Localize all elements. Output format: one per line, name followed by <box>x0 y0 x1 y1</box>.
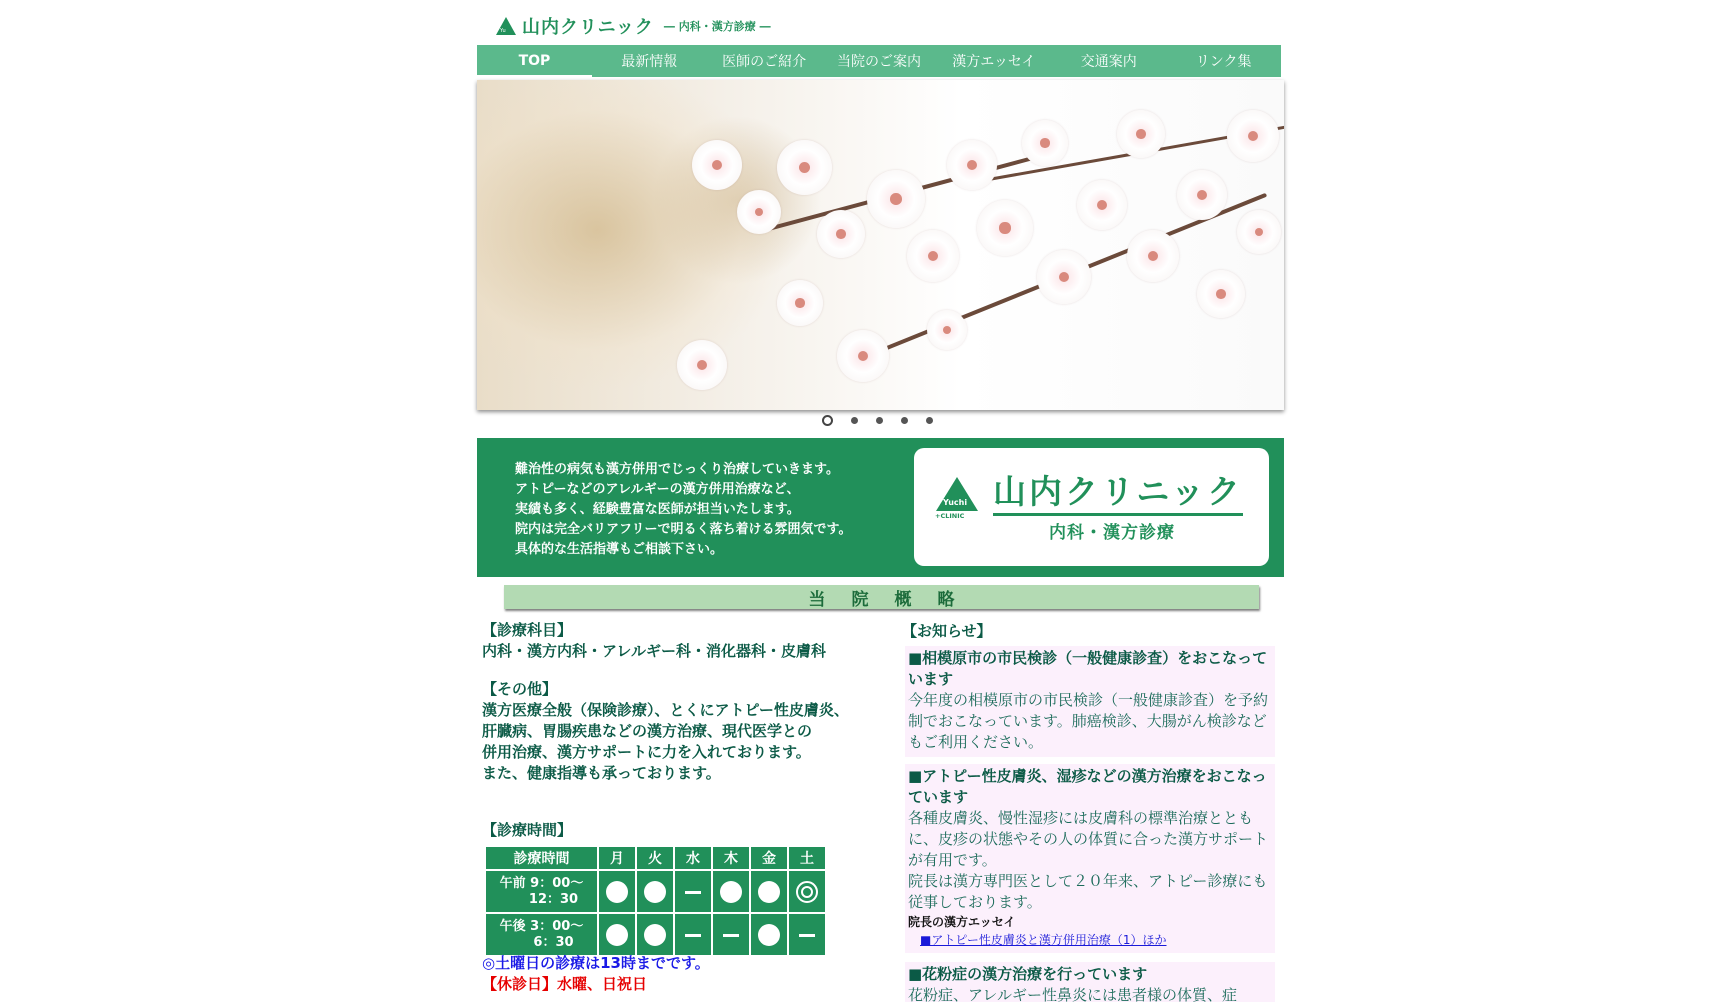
news-body: 院長は漢方専門医として２０年来、アトピー診療にも従事しております。 <box>908 872 1268 911</box>
hours-col-thu: 木 <box>713 847 749 869</box>
blossom <box>692 140 742 190</box>
news-heading: 【お知らせ】 <box>902 622 992 640</box>
intro-line: 院内は完全バリアフリーで明るく落ち着ける雰囲気です。 <box>515 522 852 537</box>
closed-dash-icon <box>685 891 701 894</box>
hours-col-tue: 火 <box>637 847 673 869</box>
other-line: 肝臓病、胃腸疾患などの漢方治療、現代医学との <box>482 722 813 740</box>
essay-link[interactable]: ■アトピー性皮膚炎と漢方併用治療（1）ほか <box>920 933 1167 947</box>
nav-clinic-guide[interactable]: 当院のご案内 <box>837 54 921 70</box>
hours-row-morning <box>486 871 825 912</box>
slideshow-dots <box>822 415 933 426</box>
header-clinic-subtitle: ― 内科・漢方診療 ― <box>663 20 771 33</box>
nav-doctor[interactable]: 医師のご紹介 <box>722 54 807 70</box>
clinic-logo-icon <box>496 17 516 35</box>
blossom <box>907 230 959 282</box>
blossom <box>1117 110 1165 158</box>
news-body: 各種皮膚炎、慢性湿疹には皮膚科の標準治療とともに、皮疹の状態やその人の体質に合った漢方サポートが有用です。 <box>908 809 1269 869</box>
time-end: 6：30 <box>533 934 574 950</box>
hours-col-fri: 金 <box>751 847 787 869</box>
double-circle-icon <box>796 881 818 903</box>
blossom <box>1022 120 1068 166</box>
hours-cell-open <box>713 871 749 912</box>
hours-header-row <box>486 847 825 869</box>
open-circle-icon <box>606 881 628 903</box>
hours-cell-open <box>637 871 673 912</box>
nav-kampo-essay[interactable]: 漢方エッセイ <box>952 54 1036 70</box>
header-logo[interactable] <box>496 14 771 38</box>
intro-line: 具体的な生活指導もご相談下さい。 <box>515 542 724 557</box>
news-body: 今年度の相模原市の市民検診（一般健康診査）を予約制でおこなっています。肺癌検診、大腸がん検診などもご利用ください。 <box>908 691 1269 751</box>
hours-cell-closed <box>713 914 749 955</box>
main-nav <box>477 45 1281 77</box>
hours-col-time: 診療時間 <box>486 847 597 869</box>
blossom <box>927 310 967 350</box>
news-title: ■花粉症の漢方治療を行っています <box>908 965 1148 983</box>
intro-line: 実績も多く、経験豊富な医師が担当いたします。 <box>515 502 800 517</box>
hours-cell-closed <box>675 914 711 955</box>
blossom <box>1177 170 1227 220</box>
closed-dash-icon <box>723 934 739 937</box>
hours-time-cell <box>486 871 597 912</box>
other-line: 併用治療、漢方サポートに力を入れております。 <box>482 743 811 761</box>
hours-cell-closed <box>675 871 711 912</box>
intro-logo-box <box>914 448 1269 566</box>
hours-col-sat: 土 <box>789 847 825 869</box>
intro-text <box>515 460 851 560</box>
blossom <box>977 200 1033 256</box>
saturday-note: ◎土曜日の診療は13時までです。 <box>482 954 710 972</box>
blossom <box>1037 250 1091 304</box>
blossom <box>737 190 781 234</box>
slide-dot-5[interactable] <box>926 417 933 424</box>
news-body: 花粉症、アレルギー性鼻炎には患者様の体質、症 <box>908 986 1238 1002</box>
header-clinic-name: 山内クリニック <box>522 17 654 38</box>
open-circle-icon <box>644 924 666 946</box>
hours-time-cell <box>486 914 597 955</box>
nav-access[interactable]: 交通案内 <box>1080 54 1137 70</box>
closed-dash-icon <box>799 934 815 937</box>
hours-col-mon: 月 <box>599 847 635 869</box>
hours-cell-open <box>599 914 635 955</box>
open-circle-icon <box>720 881 742 903</box>
news-title: ■相模原市の市民検診（一般健康診査）をおこなっています <box>908 649 1268 688</box>
news-item <box>905 962 1275 1002</box>
essay-label: 院長の漢方エッセイ <box>908 915 1016 929</box>
overview-column <box>482 620 882 841</box>
hours-table <box>484 845 827 957</box>
departments-text: 内科・漢方内科・アレルギー科・消化器科・皮膚科 <box>482 642 827 660</box>
intro-clinic-subtitle: 内科・漢方診療 <box>1049 523 1175 543</box>
open-circle-icon <box>644 881 666 903</box>
hours-col-wed: 水 <box>675 847 711 869</box>
departments-heading: 【診療科目】 <box>482 621 573 639</box>
slide-dot-3[interactable] <box>876 417 883 424</box>
blossom <box>1197 270 1245 318</box>
time-start: 午後 3：00～ <box>499 918 584 934</box>
news-item <box>905 764 1275 953</box>
blossom <box>1127 230 1179 282</box>
intro-line: アトピーなどのアレルギーの漢方併用治療など、 <box>515 482 800 497</box>
other-line: 漢方医療全般（保険診療）、とくにアトピー性皮膚炎、 <box>482 701 849 719</box>
hours-cell-open <box>599 871 635 912</box>
hours-cell-half <box>789 871 825 912</box>
blossom <box>1077 180 1127 230</box>
news-title: ■アトピー性皮膚炎、湿疹などの漢方治療をおこなっています <box>908 767 1267 806</box>
blossom <box>817 210 865 258</box>
blossom <box>837 330 889 382</box>
slide-dot-2[interactable] <box>851 417 858 424</box>
hours-cell-open <box>637 914 673 955</box>
svg-text:+CLINIC: +CLINIC <box>935 512 965 519</box>
section-title: 当院概略 <box>808 589 981 610</box>
time-start: 午前 9：00～ <box>499 875 584 891</box>
intro-clinic-name: 山内クリニック <box>993 472 1243 516</box>
nav-top[interactable]: TOP <box>477 45 592 77</box>
section-header-overview <box>504 585 1259 609</box>
blossom <box>1237 210 1281 254</box>
slide-dot-1[interactable] <box>822 415 833 426</box>
hours-cell-open <box>751 914 787 955</box>
closed-dash-icon <box>685 934 701 937</box>
blossom <box>777 140 832 195</box>
intro-line: 難治性の病気も漢方併用でじっくり治療していきます。 <box>515 462 839 477</box>
clinic-logo-icon <box>934 477 980 519</box>
blossom <box>947 140 997 190</box>
svg-text:Yu: Yu <box>500 28 506 34</box>
blossom <box>777 280 823 326</box>
other-heading: 【その他】 <box>482 680 558 698</box>
blossom <box>677 340 727 390</box>
hours-heading: 【診療時間】 <box>482 821 573 839</box>
nav-links[interactable]: リンク集 <box>1195 54 1252 70</box>
svg-text:Yuchi: Yuchi <box>943 498 968 507</box>
hours-row-afternoon <box>486 914 825 955</box>
blossom <box>867 170 925 228</box>
time-end: 12：30 <box>528 891 579 907</box>
blossom <box>1227 110 1279 162</box>
open-circle-icon <box>606 924 628 946</box>
hours-cell-closed <box>789 914 825 955</box>
news-item <box>905 646 1275 757</box>
slide-dot-4[interactable] <box>901 417 908 424</box>
hero-slideshow-image[interactable] <box>477 80 1284 410</box>
holiday-note: 【休診日】水曜、日祝日 <box>482 975 648 993</box>
intro-banner <box>477 438 1284 577</box>
nav-news[interactable]: 最新情報 <box>621 54 678 70</box>
open-circle-icon <box>758 881 780 903</box>
hours-cell-open <box>751 871 787 912</box>
other-line: また、健康指導も承っております。 <box>482 764 721 782</box>
open-circle-icon <box>758 924 780 946</box>
